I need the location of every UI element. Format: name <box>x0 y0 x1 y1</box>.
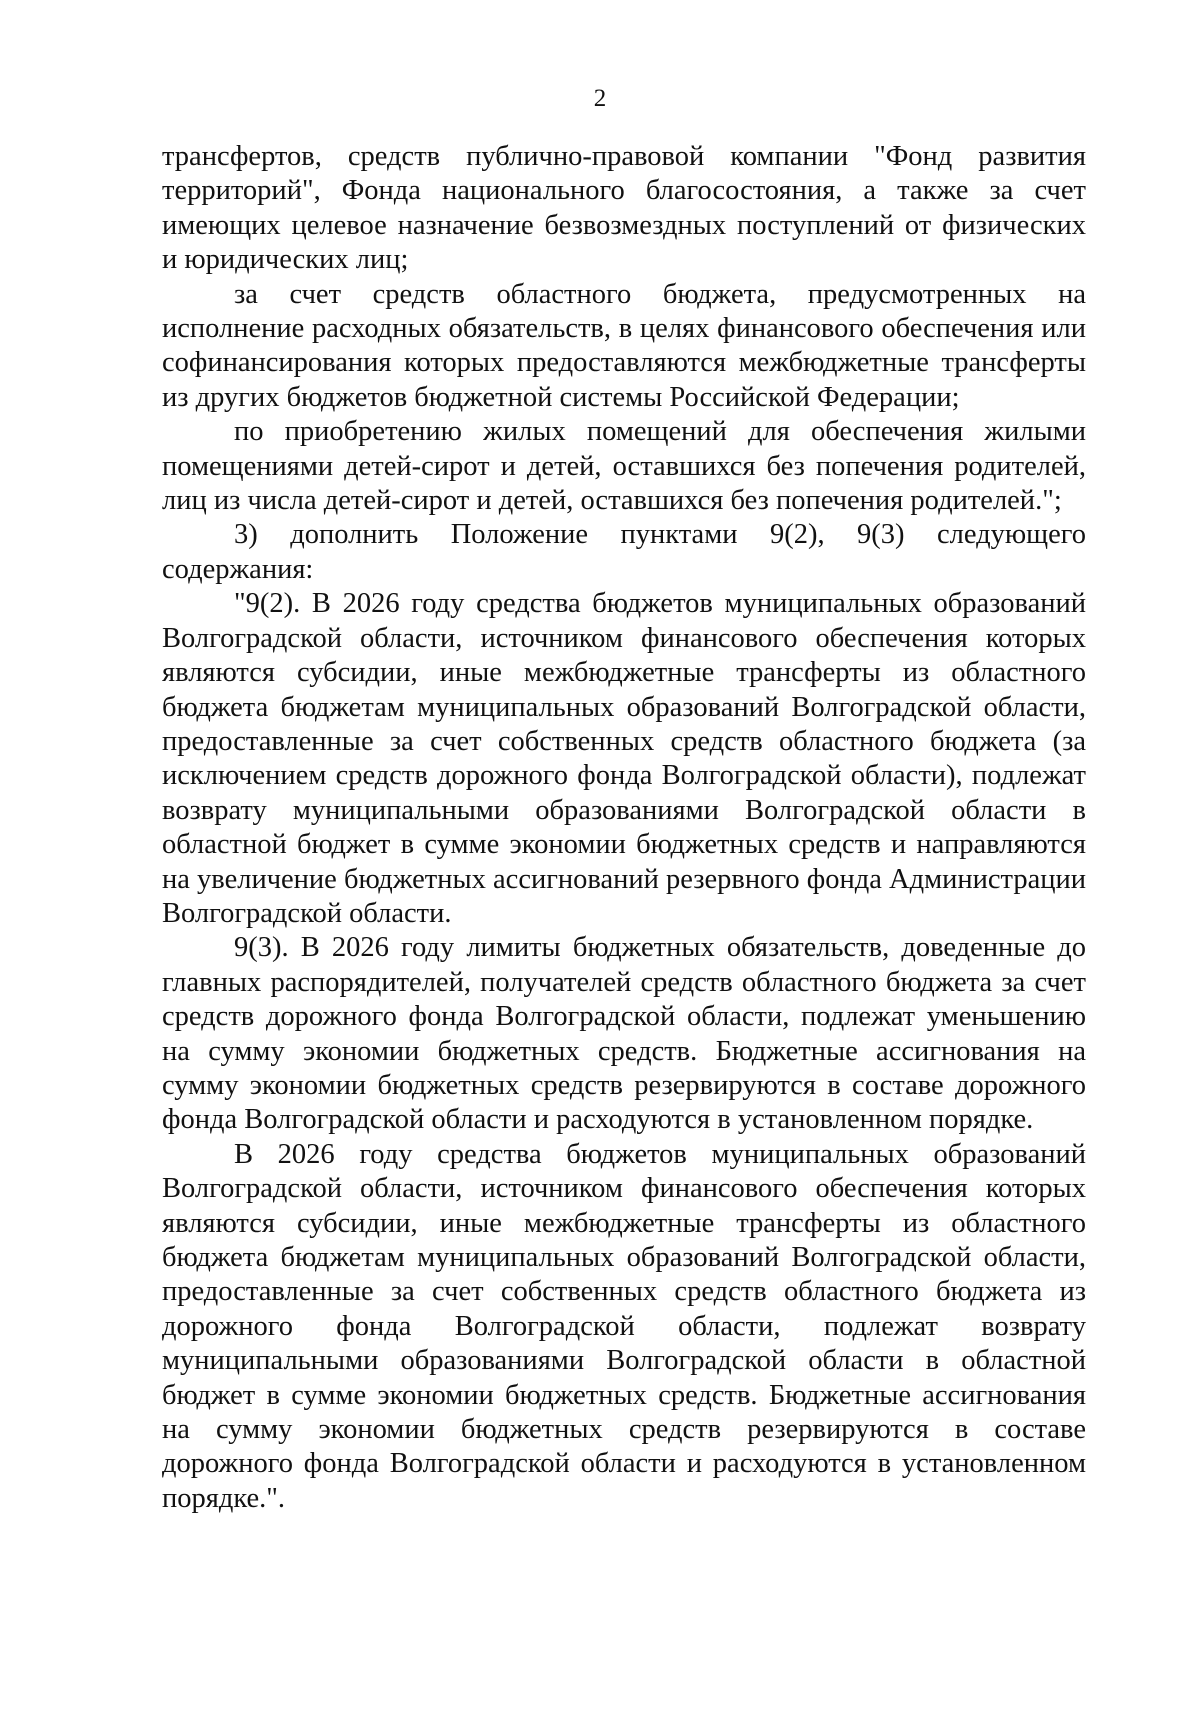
page-number: 2 <box>593 85 607 112</box>
paragraph-continuation: трансфертов, средств публично-правовой компании "Фонд развития территорий", Фонда национального благосостояния, а также за счет имеющих целевое назначение безвозмездных поступлений от физических и юридических лиц; <box>162 141 1086 276</box>
paragraph-housing-orphans: по приобретению жилых помещений для обеспечения жилыми помещениями детей-сирот и детей, оставшихся без попечения родителей, лиц из числа детей-сирот и детей, оставшихся без попечения родителей."; <box>162 416 1086 517</box>
paragraph-item-3: 3) дополнить Положение пунктами 9(2), 9(3) следующего содержания: <box>162 519 1086 585</box>
paragraph-regional-budget: за счет средств областного бюджета, предусмотренных на исполнение расходных обязательств, в целях финансового обеспечения или софинансирования которых предоставляются межбюджетные трансферты из других бюджетов бюджетной системы Российской Федерации; <box>162 278 1086 413</box>
paragraph-municipal-funds: В 2026 году средства бюджетов муниципальных образований Волгоградской области, источником финансового обеспечения которых являются субсидии, иные межбюджетные трансферты из областного бюджета бюджетам муниципальных образований Волгоградской области, предоставленные за счет собственных средств областного бюджета из дорожного фонда Волгоградской области, подлежат возврату муниципальными образованиями Волгоградской области в областной бюджет в сумме экономии бюджетных средств. Бюджетные ассигнования на сумму экономии бюджетных средств резервируются в составе дорожного фонда Волгоградской области и расходуются в установленном порядке.". <box>162 1138 1086 1514</box>
document-body <box>162 140 1086 1516</box>
paragraph-clause-9-3: 9(3). В 2026 году лимиты бюджетных обязательств, доведенные до главных распорядителей, получателей средств областного бюджета за счет средств дорожного фонда Волгоградской области, подлежат уменьшению на сумму экономии бюджетных средств. Бюджетные ассигнования на сумму экономии бюджетных средств резервируются в составе дорожного фонда Волгоградской области и расходуются в установленном порядке. <box>162 932 1086 1136</box>
paragraph-clause-9-2: "9(2). В 2026 году средства бюджетов муниципальных образований Волгоградской области, источником финансового обеспечения которых являются субсидии, иные межбюджетные трансферты из областного бюджета бюджетам муниципальных образований Волгоградской области, предоставленные за счет собственных средств областного бюджета (за исключением средств дорожного фонда Волгоградской области), подлежат возврату муниципальными образованиями Волгоградской области в областной бюджет в сумме экономии бюджетных средств и направляются на увеличение бюджетных ассигнований резервного фонда Администрации Волгоградской области. <box>162 588 1086 929</box>
